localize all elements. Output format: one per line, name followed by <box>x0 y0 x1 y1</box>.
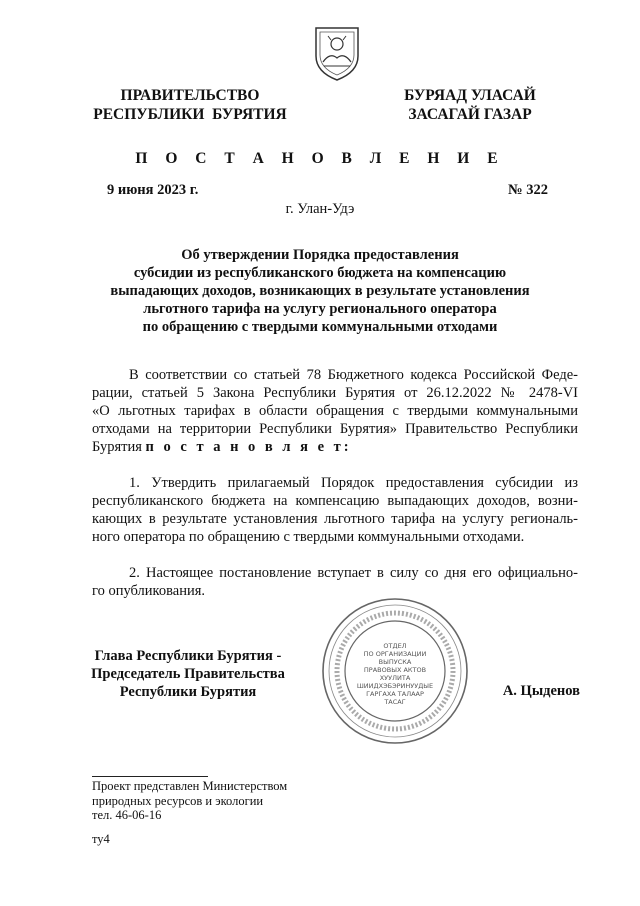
paragraph-line <box>92 438 578 456</box>
paragraph-preamble <box>92 366 578 456</box>
paragraph-item-1 <box>92 474 578 546</box>
position-line: Республики Бурятия <box>119 684 257 700</box>
position-line: Глава Республики Бурятия - <box>94 648 282 664</box>
paragraph-line: республиканского бюджета на компенсацию выпадающих доходов, возни- <box>92 493 578 509</box>
document-type: П О С Т А Н О В Л Е Н И Е <box>135 150 505 167</box>
paragraph-line: В соответствии со статьей 78 Бюджетного кодекса Российской Феде- <box>129 367 578 383</box>
header-line: БУРЯАД УЛАСАЙ <box>404 87 536 104</box>
paragraph-line: кающих в результате установления льготного тарифа на услугу региональ- <box>92 511 578 527</box>
stamp-text-line: ВЫПУСКА <box>378 658 412 666</box>
footer-line: Проект представлен Министерством <box>92 779 288 793</box>
paragraph-line: го опубликования. <box>92 583 206 599</box>
document-code: ту4 <box>92 832 110 846</box>
document-number: № 322 <box>508 182 548 198</box>
footer-line: природных ресурсов и экологии <box>92 793 264 808</box>
paragraph-line: ного оператора по обращению с твердыми коммунальными отходами. <box>92 529 525 545</box>
subject-line: выпадающих доходов, возникающих в результате установления <box>110 283 530 299</box>
stamp-text-line: ГАРГАХА ТАЛААР <box>366 690 424 698</box>
header-line: ПРАВИТЕЛЬСТВО <box>120 87 260 104</box>
paragraph-line: отходами на территории Республики Бурятия» Правительство Республики <box>92 421 578 437</box>
footer-note <box>92 779 287 823</box>
paragraph-line: 1. Утвердить прилагаемый Порядок предоставления субсидии из <box>129 475 578 491</box>
subject-line: субсидии из республиканского бюджета на компенсацию <box>133 265 507 281</box>
official-stamp <box>320 596 470 746</box>
stamp-text-line: ШИИДХЭБЭРИНУУДЫЕ <box>356 682 434 690</box>
signatory-position <box>80 647 296 701</box>
paragraph-text: Бурятия <box>92 439 142 455</box>
stamp-text-line: ПО ОРГАНИЗАЦИИ <box>363 650 427 658</box>
document-date: 9 июня 2023 г. <box>107 182 199 198</box>
position-line: Председатель Правительства <box>91 666 285 682</box>
document-subject <box>80 246 560 336</box>
paragraph-line: 2. Настоящее постановление вступает в силу со дня его официально- <box>129 565 578 581</box>
stamp-text-line: ТАСАГ <box>384 698 406 706</box>
paragraph-line: «О льготных тарифах в области обращения с твердыми коммунальными <box>92 403 578 419</box>
subject-line: по обращению с твердыми коммунальными отходами <box>142 319 498 335</box>
stamp-text-line: ХУУЛИТА <box>379 674 411 682</box>
government-name-bua <box>370 86 570 124</box>
coat-of-arms-emblem <box>306 22 368 84</box>
decree-keyword: п о с т а н о в л я е т: <box>145 439 352 455</box>
document-city: г. Улан-Удэ <box>285 201 355 217</box>
subject-line: льготного тарифа на услугу регионального оператора <box>143 301 497 317</box>
signatory-name: А. Цыденов <box>502 683 580 699</box>
footer-divider <box>92 776 208 777</box>
government-name-ru <box>70 86 310 124</box>
subject-line: Об утверждении Порядка предоставления <box>181 247 459 263</box>
paragraph-line: рации, статьей 5 Закона Республики Бурятия от 26.12.2022 № 2478-VI <box>92 385 578 401</box>
paragraph-item-2 <box>92 564 578 600</box>
stamp-text-line: ПРАВОВЫХ АКТОВ <box>363 666 427 674</box>
footer-line: тел. 46-06-16 <box>92 808 162 822</box>
header-line: ЗАСАГАЙ ГАЗАР <box>408 106 532 123</box>
stamp-text-line: ОТДЕЛ <box>383 642 407 650</box>
header-line: РЕСПУБЛИКИ БУРЯТИЯ <box>93 106 287 123</box>
